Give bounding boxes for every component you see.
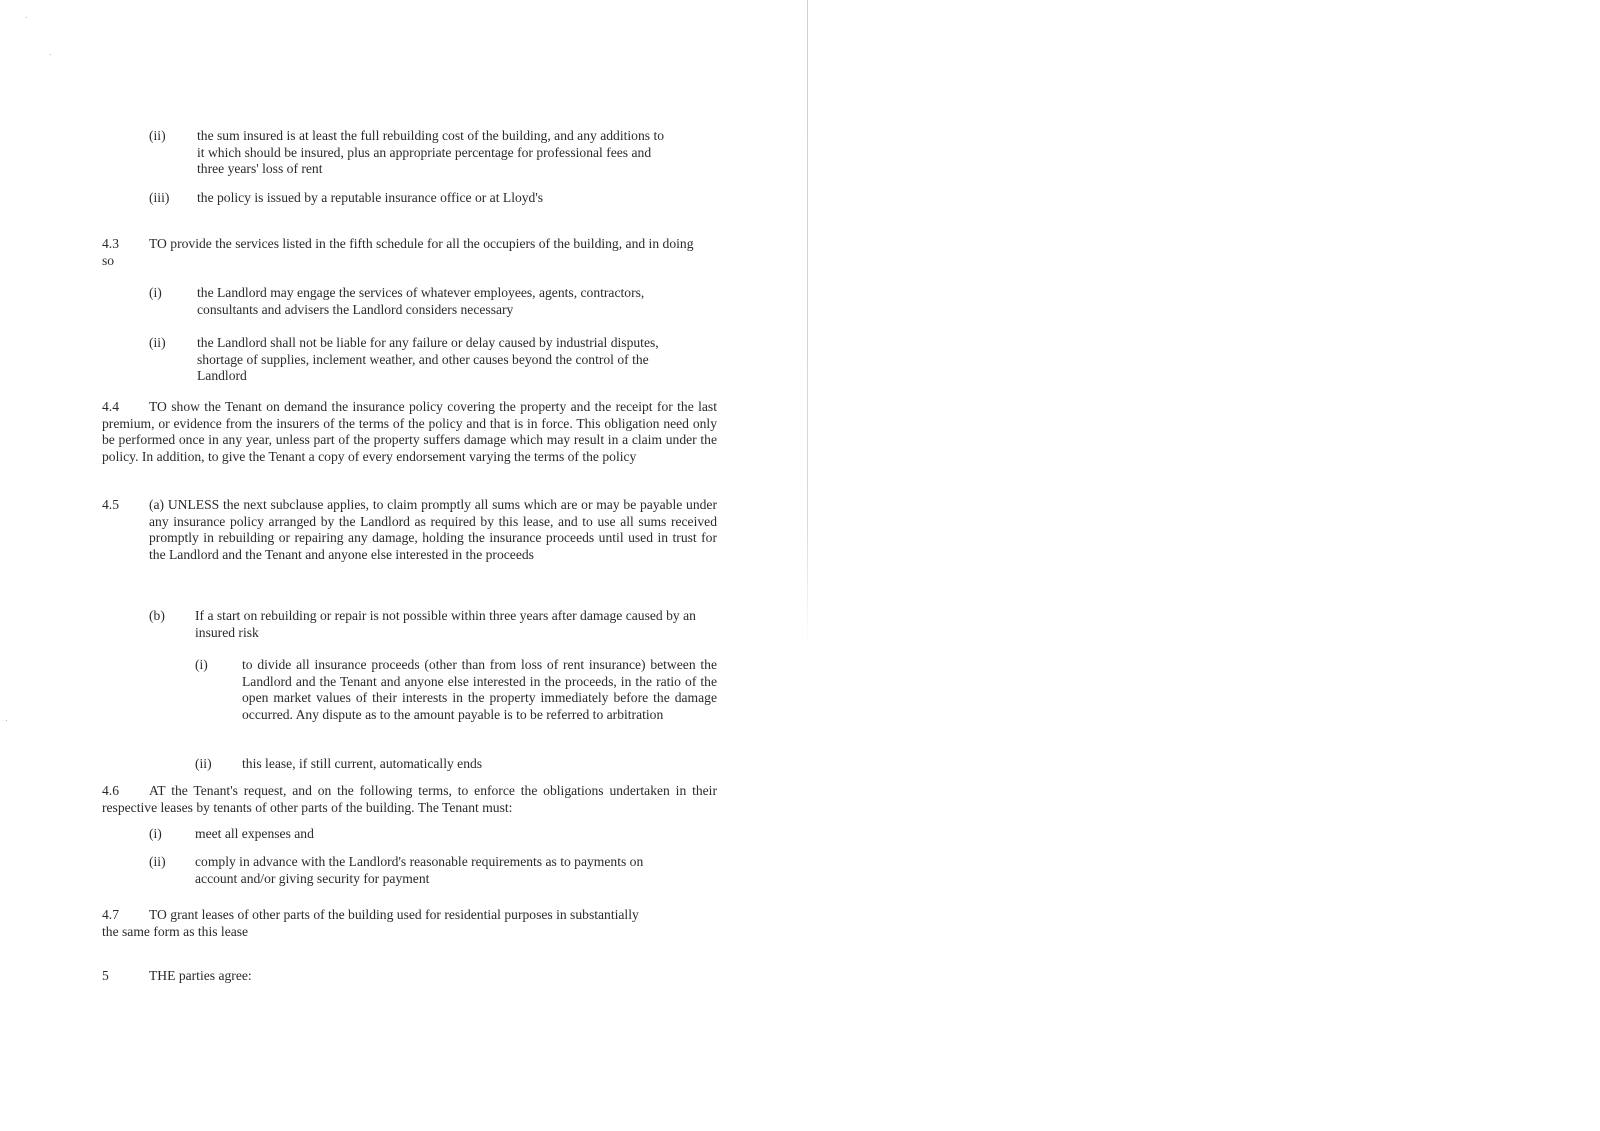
scan-speck [6, 720, 7, 721]
clause-4-6-i-text: meet all expenses and [195, 826, 314, 841]
clause-4-6-i-number: (i) [149, 826, 162, 841]
clause-4-2-ii-number: (ii) [149, 128, 166, 143]
clause-4-5-b-number: (b) [149, 608, 165, 623]
clause-4-5-b-i-text: to divide all insurance proceeds (other than from loss of rent insurance) between the Landlord and the Tenant and anyone else interested in the proceeds, in the ratio of the open market values of their interests in the property immediately before the damage occurred. Any dispute as to the amount payable is to be referred to arbitration [242, 657, 717, 722]
clause-4-5-b-text: If a start on rebuilding or repair is not possible within three years after damage caused by an insured risk [195, 608, 696, 640]
clause-4-5-a-text: (a) UNLESS the next subclause applies, to claim promptly all sums which are or may be payable under any insurance policy arranged by the Landlord as required by this lease, and to use all sums received promptly in rebuilding or repairing any damage, holding the insurance proceeds until used in trust for the Landlord and the Tenant and anyone else interested in the proceeds [149, 497, 717, 562]
clause-4-5-b-i-number: (i) [195, 657, 208, 672]
clause-5-number: 5 [102, 968, 109, 983]
clause-4-3-body: TO provide the services listed in the fifth schedule for all the occupiers of the building, and in doing so [102, 236, 694, 268]
clause-4-4-number: 4.4 [102, 399, 119, 414]
scan-speck [26, 17, 27, 18]
scan-speck [50, 54, 51, 55]
clause-4-3-number: 4.3 [102, 236, 119, 251]
clause-4-5-number: 4.5 [102, 497, 119, 512]
clause-5-text: THE parties agree: [149, 968, 252, 983]
clause-4-4-text: TO show the Tenant on demand the insurance policy covering the property and the receipt for the last premium, or evidence from the insurers of the terms of the policy and that is in force. This obligation need only be performed once in any year, unless part of the property suffers damage which may result in a claim under the policy. In addition, to give the Tenant a copy of every endorsement varying the terms of the policy [102, 399, 717, 464]
clause-4-3-i-number: (i) [149, 285, 162, 300]
clause-4-2-iii-number: (iii) [149, 190, 170, 205]
clause-4-3-ii-text: the Landlord shall not be liable for any failure or delay caused by industrial disputes, shortage of supplies, inclement weather, and other causes beyond the control of the Landlord [197, 335, 659, 384]
clause-4-7-number: 4.7 [102, 907, 119, 922]
clause-4-6-text: AT the Tenant's request, and on the following terms, to enforce the obligations undertaken in their respective leases by tenants of other parts of the building. The Tenant must: [102, 783, 717, 815]
clause-4-6-ii-number: (ii) [149, 854, 166, 869]
clause-4-5-b-ii-text: this lease, if still current, automatically ends [242, 756, 483, 771]
clause-4-2-ii-text: the sum insured is at least the full rebuilding cost of the building, and any additions to it which should be insured, plus an appropriate percentage for professional fees and three years' loss of rent [197, 128, 665, 177]
clause-4-3-text [102, 236, 702, 269]
page-fold-line [807, 0, 808, 650]
clause-4-6-number: 4.6 [102, 783, 119, 798]
clause-4-5-b-ii-number: (ii) [195, 756, 212, 771]
clause-4-3-ii-number: (ii) [149, 335, 166, 350]
clause-4-2-iii-text: the policy is issued by a reputable insurance office or at Lloyd's [197, 190, 544, 205]
clause-4-3-i-text: the Landlord may engage the services of whatever employees, agents, contractors, consultants and advisers the Landlord considers necessary [197, 285, 645, 317]
clause-4-6-ii-text: comply in advance with the Landlord's reasonable requirements as to payments on account and/or giving security for payment [195, 854, 644, 886]
clause-4-7-text: TO grant leases of other parts of the building used for residential purposes in substantially the same form as this lease [102, 907, 639, 939]
